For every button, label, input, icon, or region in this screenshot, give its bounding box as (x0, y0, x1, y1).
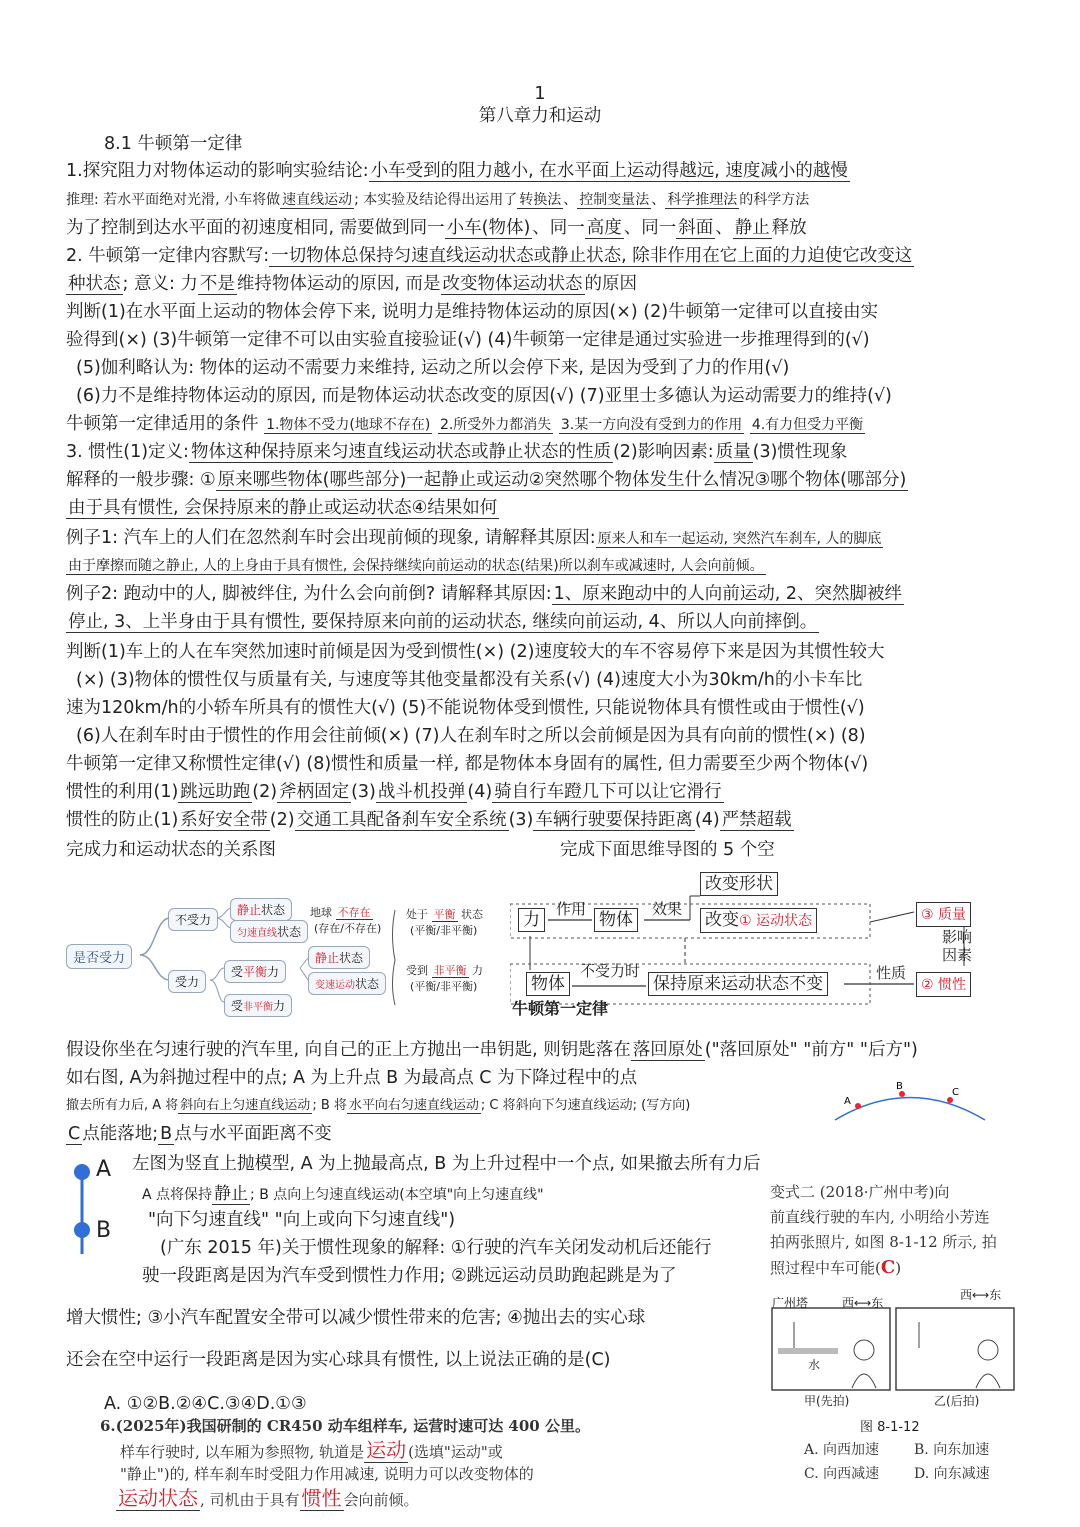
nature-label: 性质 (876, 964, 907, 982)
figure-caption: 图 8-1-12 (860, 1420, 920, 1435)
photo-caption-2: 乙(后拍) (934, 1394, 980, 1408)
vertical-line-6: 增大惯性; ③小汽车配置安全带可以减少惯性带来的危害; ④抛出去的实心球 (66, 1308, 646, 1328)
no-force-node: 不受力 (168, 908, 218, 931)
uniform-node: 匀速直线状态 (230, 920, 308, 943)
line-22: 牛顿第一定律又称惯性定律(√) (8)惯性和质量一样, 都是物体本身固有的属性, 但力需要至少两个物体(√) (66, 754, 869, 774)
line-21: (6)人在刹车时由于惯性的作用会往前倾(×) (7)人在刹车时之所以会前倾是因为具有向前的惯性(×) (8) (76, 726, 866, 746)
in-state-label: 处于 平衡 状态 (406, 908, 483, 921)
change-box: 改变① 运动状态 (700, 908, 817, 933)
mind-map (510, 866, 1020, 1016)
no-force-when-label: 不受力时 (580, 962, 641, 980)
exist-note: (存在/不存在) (314, 922, 382, 935)
line-2: 推理: 若水平面绝对光滑, 小车将做 速直线运动 ; 本实验及结论得出运用了 转换法 、 控制变量法 、 科学推理法 的科学方法 (66, 192, 810, 208)
variant-line-4: 照过程中车可能(C) (770, 1257, 902, 1278)
arc-figure (830, 1080, 990, 1130)
line-3: 为了控制到达水平面的初速度相同, 需要做到同一 小车(物体) 、同一 高度 、同一 斜面 、 静止 释放 (66, 218, 807, 238)
line-20: 速为120km/h的小轿车所具有的惯性大(√) (5)不能说物体受到惯性, 只能说物体具有惯性或由于惯性(√) (66, 698, 865, 718)
section-title: 8.1 牛顿第一定律 (104, 134, 243, 154)
line-17: 停止, 3、上半身由于具有惯性, 要保持原来向前的运动状态, 继续向前运动, 4、所以人向前摔倒。 (68, 612, 818, 632)
balance-note: (平衡/非平衡) (410, 924, 478, 937)
vertical-line-7: 还会在空中运行一段距离是因为实心球具有惯性, 以上说法正确的是(C) (66, 1350, 611, 1370)
direction-label-2: 西⟷东 (960, 1288, 1002, 1302)
page-number: 1 (534, 84, 546, 104)
tower-label: 广州塔 (772, 1296, 809, 1310)
earth-label: 地球 不存在 (310, 906, 371, 919)
inertia-box: ② 惯性 (916, 972, 971, 997)
line-23: 惯性的利用(1) 跳远助跑 (2) 斧柄固定 (3) 战斗机投弹 (4) 骑自行车蹬几下可以让它滑行 (66, 782, 722, 802)
line-1: 1.探究阻力对物体运动的影响实验结论: 小车受到的阻力越小, 在水平面上运动得越远, 速度减小的越慢 (66, 161, 848, 181)
vertical-line-3: "向下匀速直线" "向上或向下匀速直线") (148, 1210, 456, 1230)
static-state-node: 静止状态 (308, 946, 370, 969)
change-shape-box: 改变形状 (700, 872, 778, 896)
remove-forces-line: 撤去所有力后, A 将 斜向右上匀速直线运动 ; B 将 水平向右匀速直线运动 ; C 将斜向下匀速直线运动; (写方向) (66, 1098, 691, 1113)
line-12: 解释的一般步骤: ① 原来哪些物体(哪些部分)一起静止或运动②突然哪个物体发生什么情况③哪个物体(哪部分) (66, 470, 907, 490)
variant-line-1: 变式二 (2018·广州中考)向 (770, 1183, 950, 1201)
vertical-line-4: (广东 2015 年)关于惯性现象的解释: ①行驶的汽车关闭发动机后还能行 (160, 1238, 712, 1258)
force-box: 力 (518, 908, 545, 932)
line-8: (5)伽利略认为: 物体的运动不需要力来维持, 运动之所以会停下来, 是因为受到了力的作用(√) (76, 358, 790, 378)
variant-line-3: 拍两张照片, 如图 8-1-12 所示, 拍 (770, 1233, 997, 1251)
receive-force-label: 受到 非平衡 力 (406, 964, 483, 977)
arc-label-b: B (896, 1081, 903, 1092)
answer-blank: 小车受到的阻力越小, 在水平面上运动得越远, 速度减小的越慢 (370, 161, 848, 181)
keep-state-box: 保持原来运动状态不变 (648, 972, 828, 996)
q6-line-2: 样车行驶时, 以车厢为参照物, 轨道是 运动 (选填"运动"或 (120, 1438, 503, 1462)
line-13: 由于具有惯性, 会保持原来的静止或运动状态④结果如何 (68, 498, 498, 518)
water-label: 水 (808, 1358, 821, 1372)
balanced-force-node: 受平衡力 (224, 960, 286, 983)
arc-label-c: C (952, 1087, 959, 1098)
line-11: 3. 惯性(1)定义: 物体这种保持原来匀速直线运动状态或静止状态的性质 (2)影响因素: 质量 (3)惯性现象 (66, 442, 848, 462)
changing-state-node: 变速运动状态 (308, 972, 386, 995)
arc-question: 如右图, A为斜抛过程中的点; A 为上升点 B 为最高点 C 为下降过程中的点 (66, 1068, 638, 1088)
unbalanced-force-node: 受非平衡力 (224, 994, 292, 1017)
line-19: (×) (3)物体的惯性仅与质量有关, 与速度等其他变量都没有关系(√) (4)速度大小为30km/h的小卡车比 (76, 670, 863, 690)
point-b-label: B (96, 1218, 112, 1243)
force-state-diagram (60, 880, 510, 1020)
object-box-2: 物体 (526, 972, 570, 996)
vertical-line-5: 驶一段距离是因为汽车受到惯性力作用; ②跳远运动员助跑起跳是为了 (142, 1266, 677, 1286)
option-d: D. 向东减速 (914, 1466, 990, 1482)
chapter-title: 第八章力和运动 (478, 106, 602, 126)
newton-label: 牛顿第一定律 (512, 999, 609, 1018)
option-b: B. 向东加速 (914, 1442, 990, 1458)
keys-question: 假设你坐在匀速行驶的汽车里, 向自己的正上方抛出一串钥匙, 则钥匙落在 落回原处 ("落回原处" "前方" "后方") (66, 1040, 918, 1060)
q6-line-1: 6.(2025年)我国研制的 CR450 动车组样车, 运营时速可达 400 公里。 (100, 1417, 590, 1435)
line-25: 完成力和运动状态的关系图 完成下面思维导图的 5 个空 (66, 840, 775, 860)
q6-line-4: 运动状态 , 司机由于具有 惯性 会向前倾。 (118, 1486, 419, 1510)
line-18: 判断(1)车上的人在车突然加速时前倾是因为受到惯性(×) (2)速度较大的车不容易停下来是因为其惯性较大 (66, 642, 885, 662)
point-a-label: A (96, 1157, 112, 1182)
mass-box: ③ 质量 (916, 902, 971, 927)
line-14: 例子1: 汽车上的人们在忽然刹车时会出现前倾的现象, 请解释其原因: 原来人和车一起运动, 突然汽车刹车, 人的脚底 (66, 528, 882, 548)
line-5: 种状态 ; 意义: 力 不是 维持物体运动的原因, 而是 改变物体运动状态 的原因 (68, 274, 638, 294)
effect-label: 效果 (652, 900, 683, 918)
line-7: 验得到(×) (3)牛顿第一定律不可以由实验直接验证(√) (4)牛顿第一定律是通过实验进一步推理得到的(√) (66, 330, 870, 350)
arc-label-a: A (844, 1096, 851, 1107)
landing-line: C 点能落地; B 点与水平面距离不变 (68, 1124, 332, 1144)
has-force-node: 受力 (168, 970, 206, 993)
vertical-options: A. ①②B.②④C.③④D.①③ (104, 1394, 307, 1414)
variant-line-2: 前直线行驶的车内, 小明给小芳连 (770, 1208, 990, 1226)
option-c: C. 向西减速 (804, 1466, 880, 1482)
line-16: 例子2: 跑动中的人, 脚被绊住, 为什么会向前倒? 请解释其原因: 1、原来跑动中的人向前运动, 2、突然脚被绊 (66, 584, 902, 604)
line-10: 牛顿第一定律适用的条件 1.物体不受力(地球不存在) 2.所受外力都消失 3.某一方向没有受到力的作用 4.有力但受力平衡 (66, 414, 864, 434)
vertical-model (70, 1160, 120, 1260)
photo-caption-1: 甲(先拍) (804, 1394, 850, 1408)
influence-label: 影响因素 (942, 928, 973, 964)
line-6: 判断(1)在水平面上运动的物体会停下来, 说明力是维持物体运动的原因(×) (2)牛顿第一定律可以直接由实 (66, 302, 879, 322)
root-node: 是否受力 (66, 944, 132, 969)
act-label: 作用 (556, 900, 587, 918)
static-node: 静止状态 (230, 898, 292, 921)
option-a: A. 向西加速 (804, 1442, 880, 1458)
line-4: 2. 牛顿第一定律内容默写: 一切物体总保持匀速直线运动状态或静止状态, 除非作用在它上面的力迫使它改变这 (66, 246, 913, 266)
direction-label-1: 西⟷东 (842, 1296, 884, 1310)
line-15: 由于摩擦而随之静止, 人的上身由于具有惯性, 会保持继续向前运动的状态(结果)所以刹车或减速时, 人会向前倾。 (68, 558, 764, 574)
q6-line-3: "静止")的, 样车刹车时受阻力作用减速, 说明力可以改变物体的 (120, 1465, 534, 1483)
variant-problem (764, 1180, 1034, 1490)
line-24: 惯性的防止(1) 系好安全带 (2) 交通工具配备刹车安全系统 (3) 车辆行驶要保持距离 (4) 严禁超载 (66, 810, 792, 830)
object-box: 物体 (594, 908, 638, 932)
force-note: (平衡/非平衡) (410, 980, 478, 993)
vertical-line-2: A 点将保持 静止 ; B 点向上匀速直线运动(本空填"向上匀速直线" (142, 1184, 544, 1204)
vertical-line-1: 左图为竖直上抛模型, A 为上抛最高点, B 为上升过程中一个点, 如果撤去所有力后 (132, 1154, 761, 1174)
line-9: (6)力不是维持物体运动的原因, 而是物体运动状态改变的原因(√) (7)亚里士多德认为运动需要力的维持(√) (76, 386, 892, 406)
